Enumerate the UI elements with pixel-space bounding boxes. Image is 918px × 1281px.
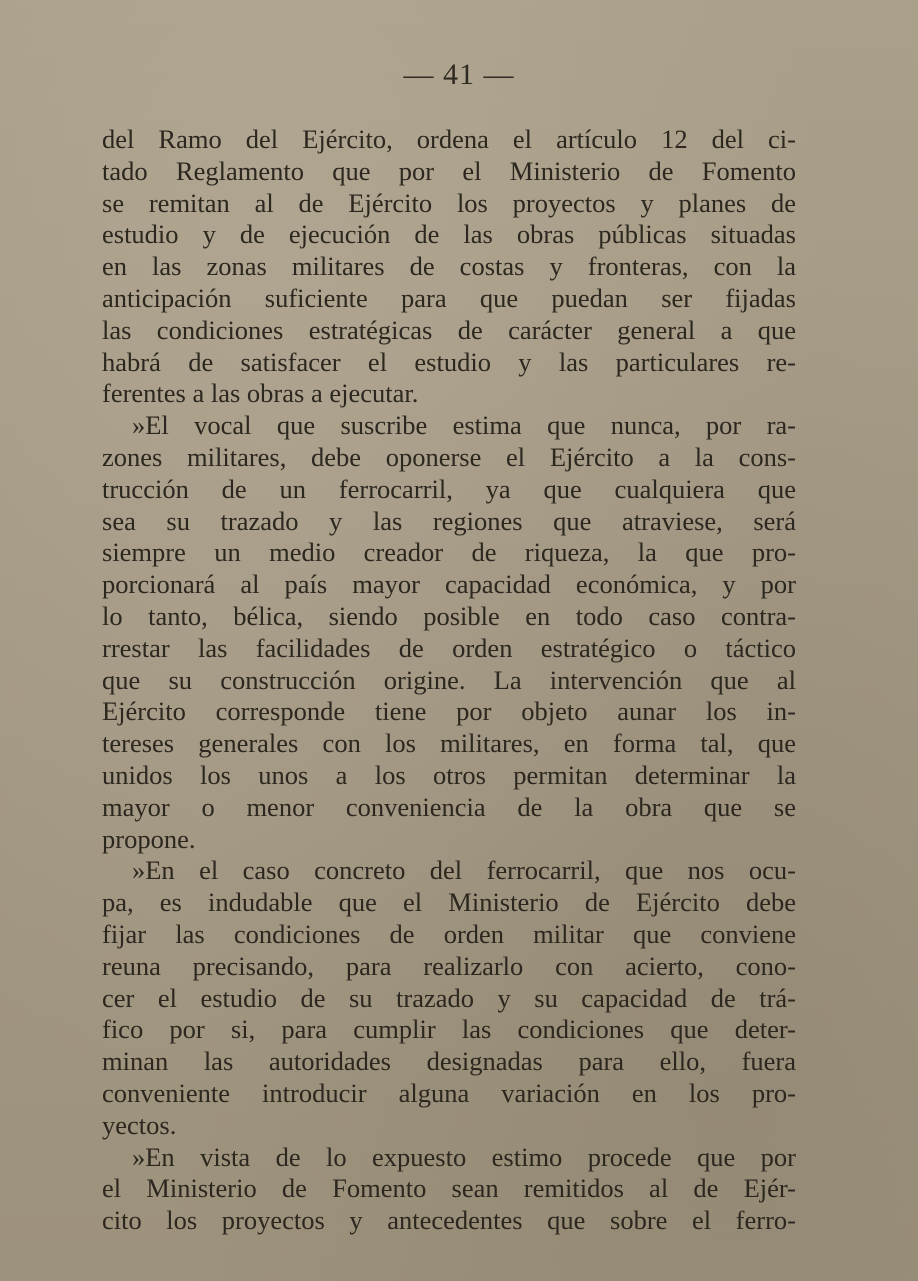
text-line: fijar las condiciones de orden militar que conviene [102, 918, 796, 949]
text-line: del Ramo del Ejército, ordena el artículo 12 del ci- [102, 124, 796, 154]
text-line: cer el estudio de su trazado y su capacidad de trá- [102, 982, 796, 1013]
text-line: »En vista de lo expuesto estimo procede que por [132, 1141, 796, 1172]
text-line: rrestar las facilidades de orden estratégico o táctico [102, 632, 796, 663]
text-line: lo tanto, bélica, siendo posible en todo caso contra- [102, 600, 796, 631]
text-line: »El vocal que suscribe estima que nunca, por ra- [132, 410, 796, 441]
text-line: siempre un medio creador de riqueza, la que pro- [102, 537, 796, 568]
text-line: tado Reglamento que por el Ministerio de Fomento [102, 155, 796, 186]
text-line: tereses generales con los militares, en forma tal, que [102, 728, 796, 759]
text-line: que su construcción origine. La intervención que al [102, 664, 796, 695]
text-line: porcionará al país mayor capacidad económica, y por [102, 569, 796, 600]
text-line: conveniente introducir alguna variación en los pro- [102, 1077, 796, 1108]
text-line: »En el caso concreto del ferrocarril, que nos ocu- [132, 855, 796, 886]
text-line: el Ministerio de Fomento sean remitidos al de Ejér- [102, 1173, 796, 1204]
text-line: mayor o menor conveniencia de la obra que se [102, 791, 796, 822]
text-line: anticipación suficiente para que puedan ser fijadas [102, 282, 796, 313]
text-line: reuna precisando, para realizarlo con acierto, cono- [102, 950, 796, 981]
text-line: Ejército corresponde tiene por objeto aunar los in- [102, 696, 796, 727]
text-line: trucción de un ferrocarril, ya que cualquiera que [102, 473, 796, 504]
text-line: en las zonas militares de costas y fronteras, con la [102, 251, 796, 282]
text-line: zones militares, debe oponerse el Ejército a la cons- [102, 441, 796, 472]
text-line: minan las autoridades designadas para ello, fuera [102, 1046, 796, 1077]
text-line: sea su trazado y las regiones que atraviese, será [102, 505, 796, 536]
page-number: — 41 — [403, 58, 515, 91]
text-line: las condiciones estratégicas de carácter general a que [102, 314, 796, 345]
text-line: yectos. [102, 1109, 177, 1140]
text-line: cito los proyectos y antecedentes que sobre el ferro- [102, 1205, 796, 1236]
text-line: habrá de satisfacer el estudio y las particulares re- [102, 346, 796, 377]
text-line: se remitan al de Ejército los proyectos y planes de [102, 187, 796, 218]
text-line: unidos los unos a los otros permitan determinar la [102, 759, 796, 790]
text-line: ferentes a las obras a ejecutar. [102, 378, 419, 409]
text-line: pa, es indudable que el Ministerio de Ejército debe [102, 887, 796, 918]
text-line: estudio y de ejecución de las obras públicas situadas [102, 219, 796, 250]
body-text [102, 124, 796, 1237]
text-line: propone. [102, 823, 196, 854]
text-line: fico por si, para cumplir las condiciones que deter- [102, 1014, 796, 1045]
